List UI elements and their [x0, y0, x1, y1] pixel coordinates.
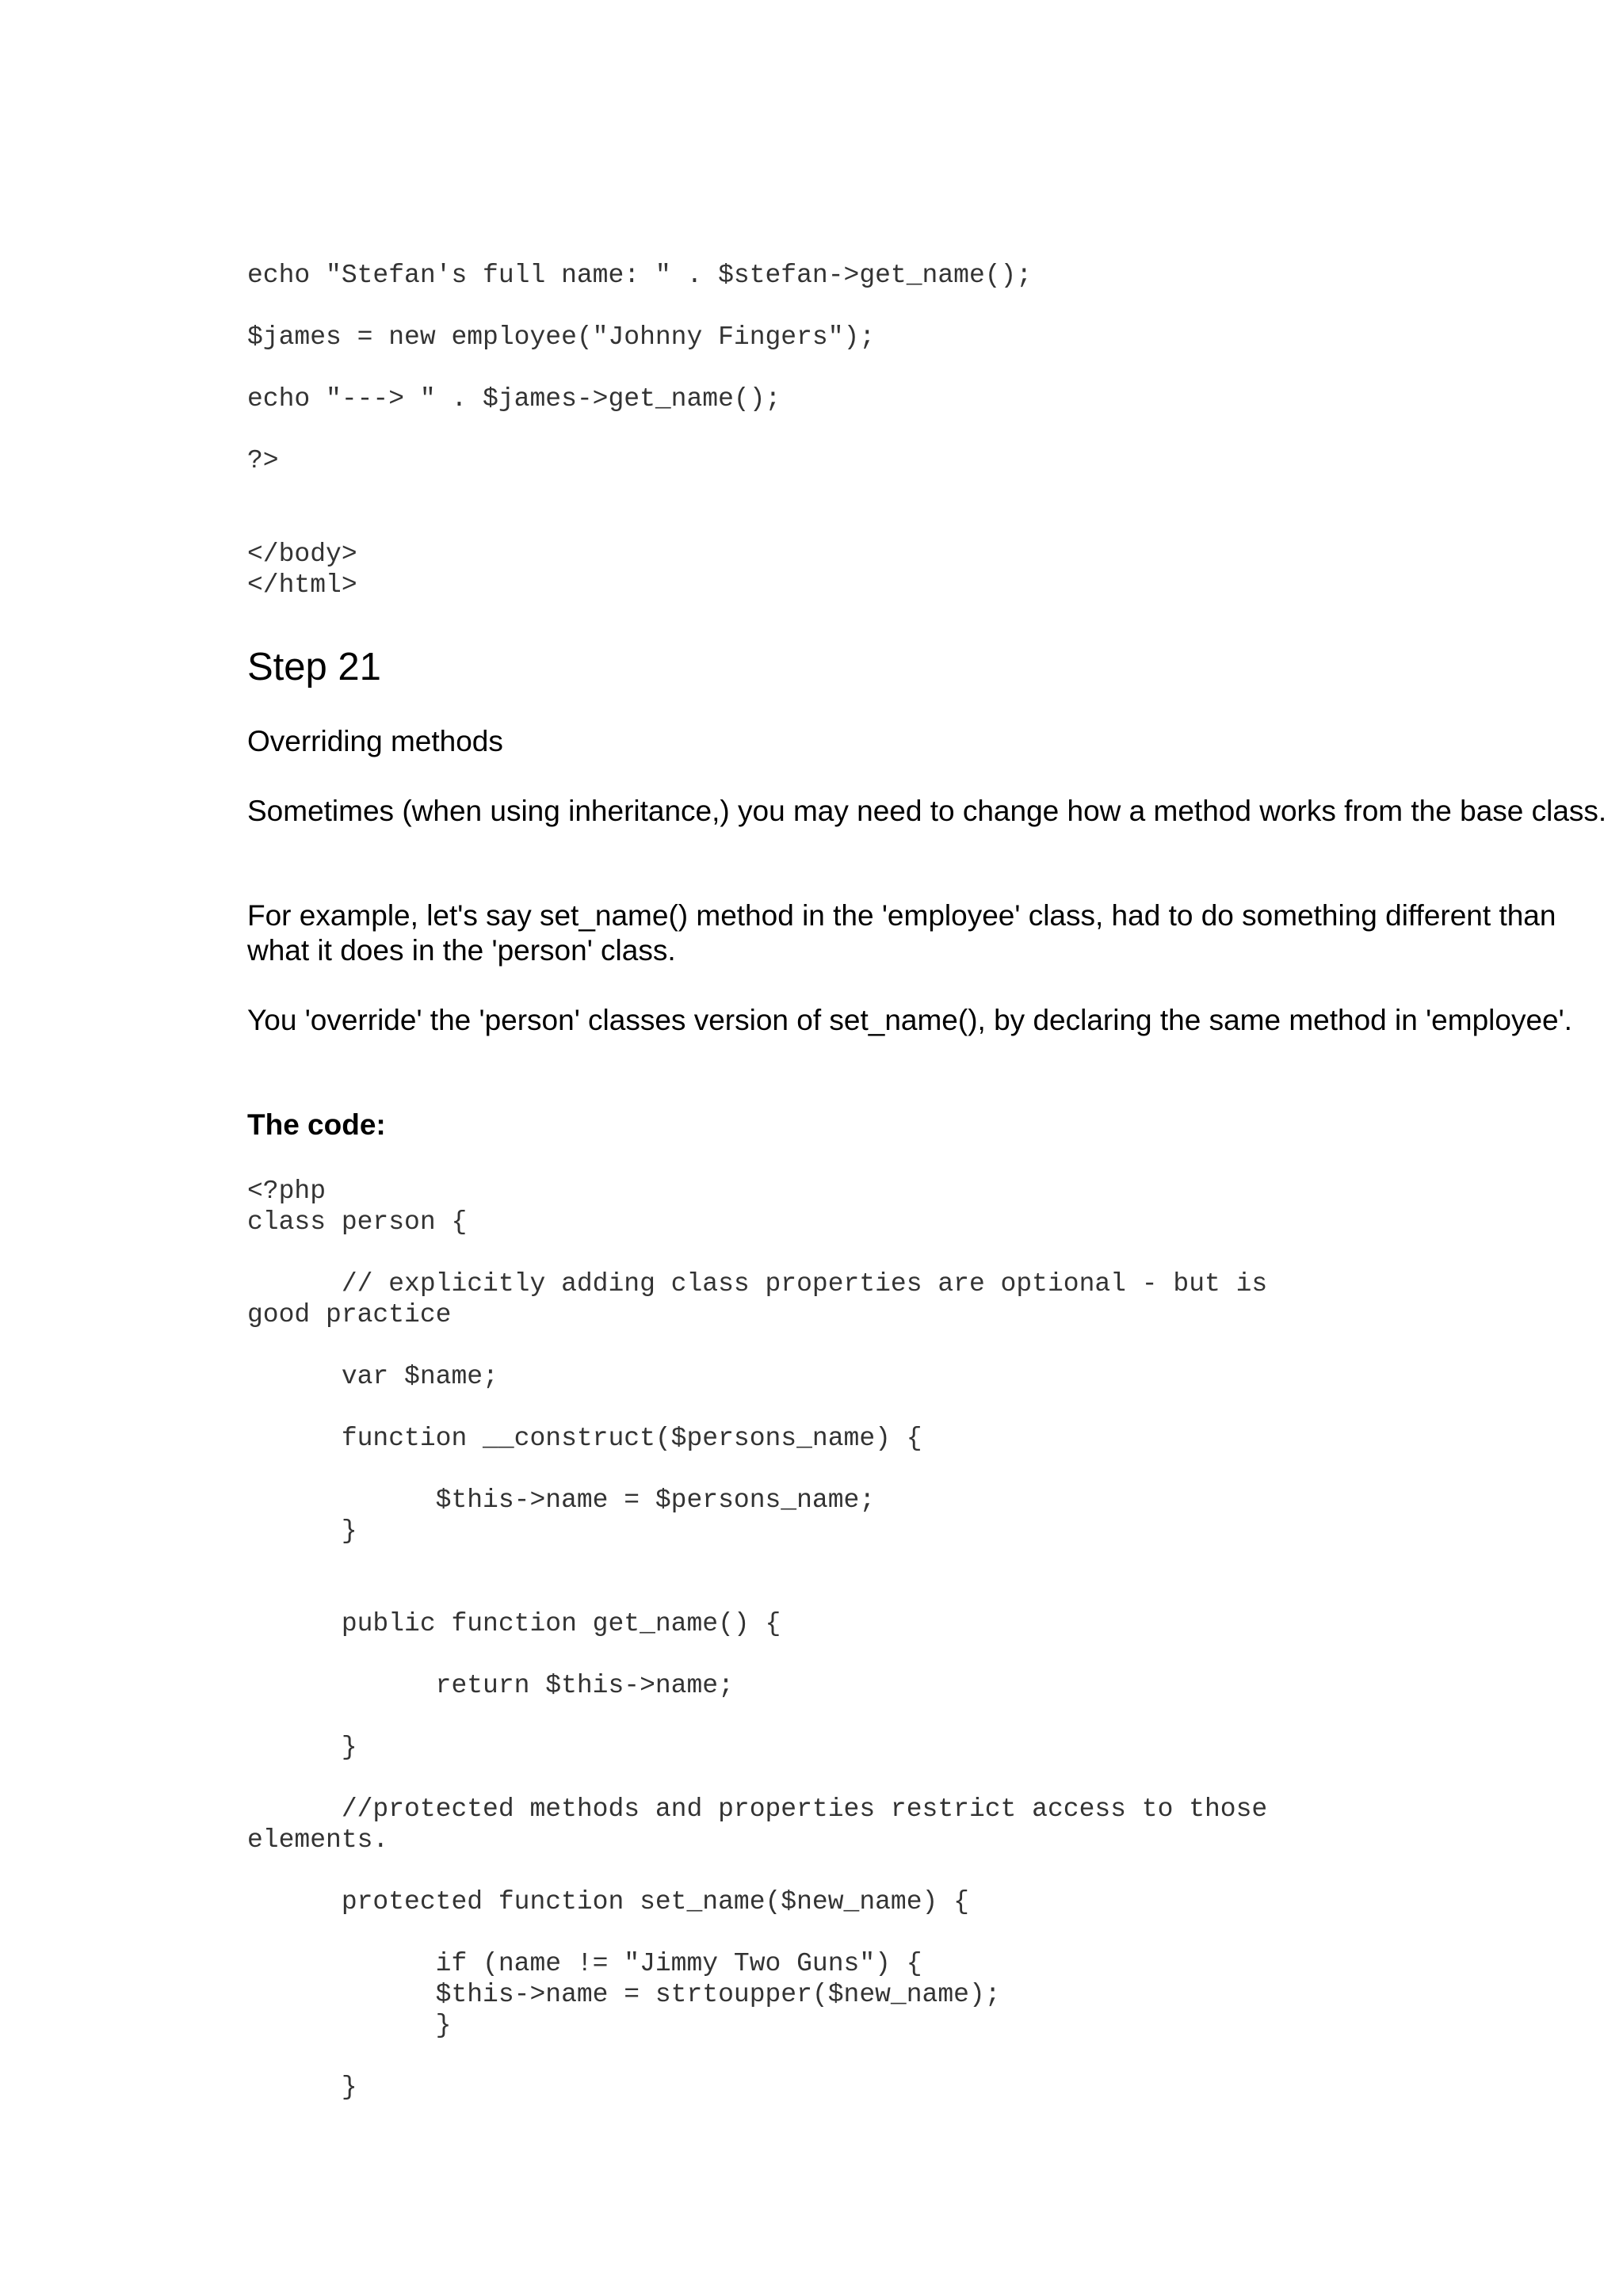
code-line-echo-stefan: echo "Stefan's full name: " . $stefan->get_name();	[247, 261, 1033, 290]
code-line-comment-properties: // explicitly adding class properties are optional - but is	[247, 1269, 1268, 1299]
code-line-comment-protected-wrap: elements.	[247, 1825, 389, 1855]
code-line-return-name: return $this->name;	[247, 1671, 734, 1700]
code-line-comment-protected: //protected methods and properties restrict access to those	[247, 1794, 1268, 1824]
code-line-if-name: if (name != "Jimmy Two Guns") {	[247, 1949, 922, 1978]
code-line-get-name: public function get_name() {	[247, 1609, 781, 1638]
paragraph-inheritance: Sometimes (when using inheritance,) you may need to change how a method works from the base class.	[247, 795, 1607, 827]
code-line-strtoupper: $this->name = strtoupper($new_name);	[247, 1980, 1001, 2009]
paragraph-example: For example, let's say set_name() method in the 'employee' class, had to do something different than what it does in the 'person' class.	[247, 899, 1556, 967]
code-line-construct: function __construct($persons_name) {	[247, 1424, 922, 1453]
paragraph-override: You 'override' the 'person' classes version of set_name(), by declaring the same method in 'employee'.	[247, 1004, 1572, 1036]
code-line-set-name: protected function set_name($new_name) {	[247, 1887, 969, 1917]
code-line-var-name: var $name;	[247, 1362, 498, 1391]
code-line-close-set-name: }	[247, 2073, 357, 2102]
code-line-comment-properties-wrap: good practice	[247, 1300, 452, 1329]
code-line-close-construct: }	[247, 1516, 357, 1546]
code-line-class-person: class person {	[247, 1207, 468, 1237]
code-line-close-get-name: }	[247, 1733, 357, 1762]
code-line-close-if: }	[247, 2011, 452, 2040]
code-line-assign-name: $this->name = $persons_name;	[247, 1486, 876, 1515]
code-label: The code:	[247, 1108, 386, 1141]
step-title: Step 21	[247, 646, 381, 688]
step-subtitle: Overriding methods	[247, 725, 503, 757]
code-line-html-close: </html>	[247, 570, 357, 600]
code-line-james-new: $james = new employee("Johnny Fingers");	[247, 322, 876, 352]
code-line-body-close: </body>	[247, 540, 357, 569]
code-line-echo-james: echo "---> " . $james->get_name();	[247, 384, 781, 414]
code-line-php-close: ?>	[247, 446, 279, 475]
code-line-php-open: <?php	[247, 1177, 327, 1206]
